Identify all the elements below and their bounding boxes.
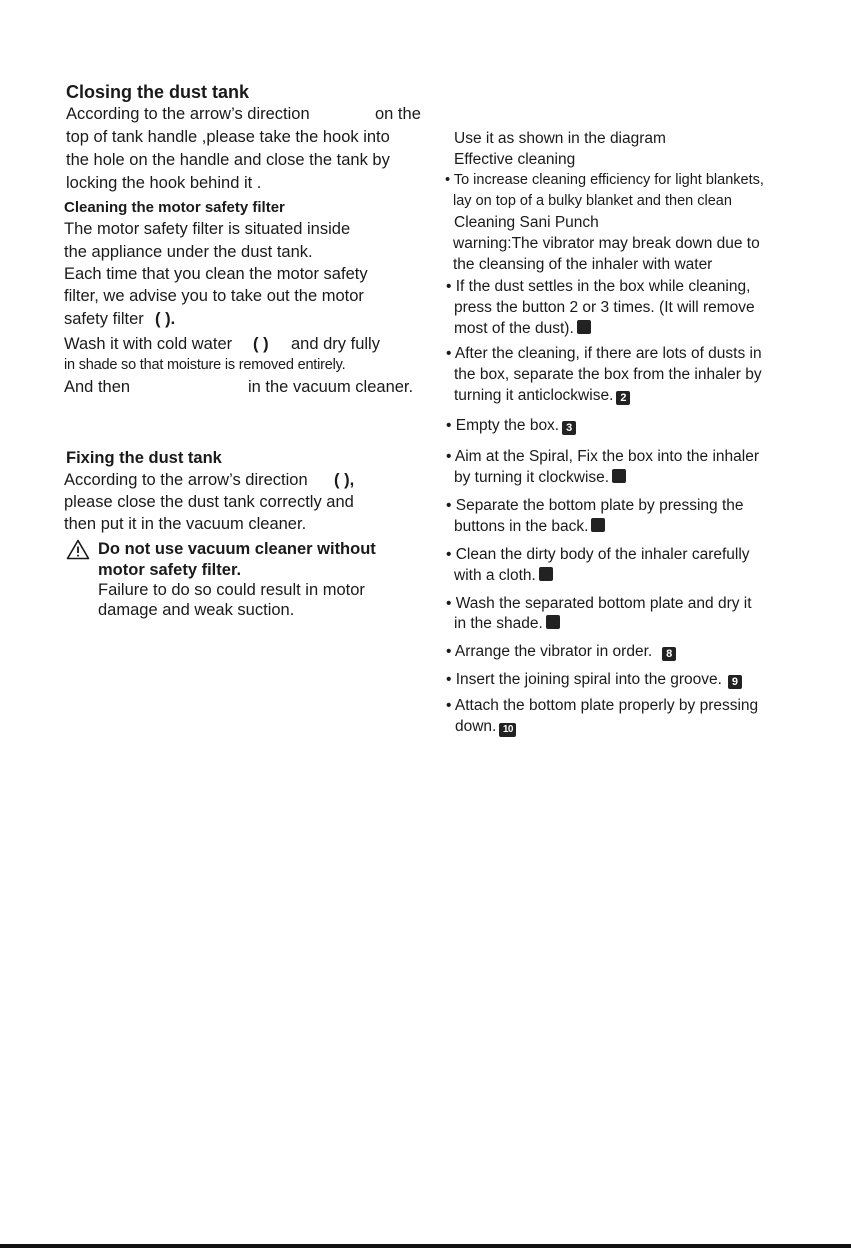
cleaning-line-5: safety filter [64, 310, 144, 328]
right-line-21: • Wash the separated bottom plate and dry it [446, 595, 752, 612]
step-badge-5 [591, 518, 605, 532]
step-badge-8: 8 [662, 647, 676, 661]
warning-body-1: Failure to do so could result in motor [98, 581, 365, 599]
cleaning-line-7: in shade so that moisture is removed entirely. [64, 357, 346, 373]
fixing-title: Fixing the dust tank [66, 449, 222, 467]
right-line-10-text: most of the dust). [454, 320, 574, 337]
step-badge-7 [546, 615, 560, 629]
right-line-20 [454, 567, 553, 585]
right-line-14-text: • Empty the box. [446, 417, 560, 434]
right-line-3: • To increase cleaning efficiency for light blankets, [445, 172, 764, 188]
bottom-rule [0, 1244, 851, 1248]
right-line-20-text: with a cloth. [454, 567, 536, 584]
right-line-5: Cleaning Sani Punch [454, 214, 599, 231]
cleaning-line-8: And then [64, 378, 131, 396]
right-line-25: • Attach the bottom plate properly by pressing [446, 697, 759, 714]
cleaning-line-5-ref: ( ). [155, 310, 176, 328]
fixing-line-1-ref: ( ), [334, 471, 355, 489]
closing-line-3: the hole on the handle and close the tank by [66, 151, 390, 169]
right-line-24-text: • Insert the joining spiral into the groove. [446, 671, 722, 688]
step-badge-9: 9 [728, 675, 742, 689]
closing-line-4: locking the hook behind it . [66, 174, 262, 192]
fixing-line-2: please close the dust tank correctly and [64, 493, 354, 511]
cleaning-line-6-ref: ( ) [253, 335, 269, 353]
right-line-12: the box, separate the box from the inhaler by [454, 366, 762, 383]
cleaning-line-2: the appliance under the dust tank. [64, 243, 313, 261]
step-badge-4 [612, 469, 626, 483]
closing-line-1b: on the [375, 105, 421, 123]
closing-line-2: top of tank handle ,please take the hook into [66, 128, 390, 146]
right-line-6: warning:The vibrator may break down due to [453, 235, 760, 252]
warning-triangle-icon [66, 539, 90, 560]
right-line-8: • If the dust settles in the box while cleaning, [446, 278, 751, 295]
step-badge-2: 2 [616, 391, 630, 405]
right-line-13 [454, 387, 630, 405]
fixing-line-3: then put it in the vacuum cleaner. [64, 515, 307, 533]
cleaning-line-4: filter, we advise you to take out the motor [64, 287, 364, 305]
cleaning-line-3: Each time that you clean the motor safety [64, 265, 368, 283]
right-line-19: • Clean the dirty body of the inhaler carefully [446, 546, 750, 563]
cleaning-line-6: Wash it with cold water [64, 335, 233, 353]
right-line-18-text: buttons in the back. [454, 518, 589, 535]
fixing-line-1: According to the arrow’s direction [64, 471, 308, 489]
right-line-11: • After the cleaning, if there are lots of dusts in [446, 345, 762, 362]
step-badge-6 [539, 567, 553, 581]
right-line-10 [454, 320, 591, 338]
warning-title-1: Do not use vacuum cleaner without [98, 540, 376, 558]
right-line-9: press the button 2 or 3 times. (It will remove [454, 299, 755, 316]
right-line-13-text: turning it anticlockwise. [454, 387, 614, 404]
right-line-17: • Separate the bottom plate by pressing the [446, 497, 744, 514]
warning-title-2: motor safety filter. [98, 561, 242, 579]
warning-body-2: damage and weak suction. [98, 601, 295, 619]
cleaning-line-6-tail: and dry fully [291, 335, 380, 353]
right-line-16 [454, 469, 626, 487]
right-line-22-text: in the shade. [454, 615, 543, 632]
right-line-18 [454, 518, 605, 536]
right-line-16-text: by turning it clockwise. [454, 469, 610, 486]
closing-title: Closing the dust tank [66, 82, 250, 102]
cleaning-title: Cleaning the motor safety filter [64, 199, 285, 216]
right-line-23 [446, 643, 676, 661]
right-line-22 [454, 615, 560, 633]
step-badge-10: 10 [499, 723, 516, 737]
right-line-24 [446, 671, 742, 689]
cleaning-line-8b: in the vacuum cleaner. [248, 378, 414, 396]
right-line-2: Effective cleaning [454, 151, 576, 168]
right-line-4: lay on top of a bulky blanket and then clean [453, 193, 732, 209]
step-badge-1 [577, 320, 591, 334]
step-badge-3: 3 [562, 421, 576, 435]
right-line-23-text: • Arrange the vibrator in order. [446, 643, 653, 660]
cleaning-line-1: The motor safety filter is situated inside [64, 220, 351, 238]
right-line-1: Use it as shown in the diagram [454, 130, 666, 147]
right-line-15: • Aim at the Spiral, Fix the box into the inhaler [446, 448, 760, 465]
right-line-26-text: down. [455, 718, 497, 735]
closing-line-1: According to the arrow’s direction [66, 105, 310, 123]
right-line-7: the cleansing of the inhaler with water [453, 256, 713, 273]
right-line-14 [446, 417, 576, 435]
right-line-26 [455, 718, 516, 737]
